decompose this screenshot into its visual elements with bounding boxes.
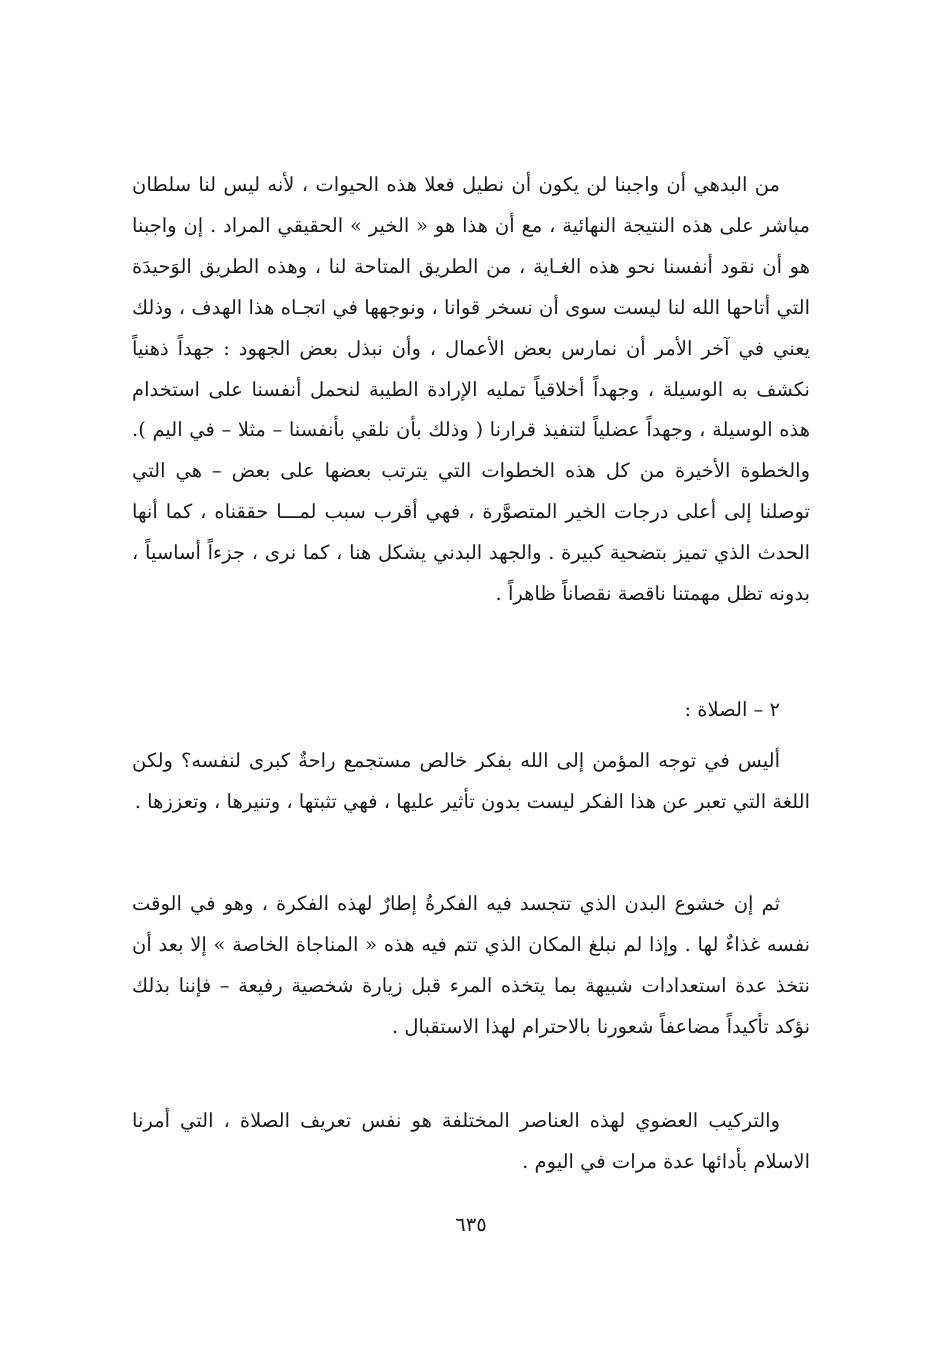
paragraph-text: ثم إن خشوع البدن الذي تتجسد فيه الفكرةُ إطارٌ لهذه الفكرة ، وهو في الوقت نفسه غذاءٌ لها . وإذا لم نبلغ المكان الذي تتم فيه هذه « المناجاة الخاصة » إلا بعد أن نتخذ عدة استعدادات شبيهة بما يتخذه المرء قبل زيارة شخصية رفيعة – فإننا بذلك نؤكد تأكيداً مضاعفاً شعورنا بالاحترام لهذا الاستقبال . (132, 892, 810, 1038)
paragraph-text: والتركيب العضوي لهذه العناصر المختلفة هو نفس تعريف الصلاة ، التي أمرنا الاسلام بأدائها عدة مرات في اليوم . (132, 1109, 810, 1173)
paragraph-text: أليس في توجه المؤمن إلى الله بفكر خالص مستجمع راحةٌ كبرى لنفسه؟ ولكن اللغة التي تعبر عن هذا الفكر ليست بدون تأثير عليها ، فهي تثبتها ، وتنيرها ، وتعززها . (132, 749, 810, 813)
paragraph-text: من البدهي أن واجبنا لن يكون أن نطيل فعلا هذه الحيوات ، لأنه ليس لنا سلطان مباشر على هذه النتيجة النهائية ، مع أن هذا هو « الخير » الحقيقي المراد . إن واجبنا هو أن نقود أنفسنا نحو هذه الغـاية ، من الطريق المتاحة لنا ، وهذه الطريق الوَحيدَة التي أتاحها الله لنا ليست سوى أن نسخر قوانا ، ونوجهها في اتجـاه هذا الهدف ، وذلك يعني في آخر الأمر أن نمارس بعض الأعمال ، وأن نبذل بعض الجهود : جهداً ذهنياً نكشف به الوسيلة ، وجهداً أخلاقياً تمليه الإرادة الطيبة لنحمل أنفسنا على استخدام هذه الوسيلة ، وجهداً عضلياً لتنفيذ قرارنا ( وذلك بأن نلقي بأنفسنا – مثلا – في اليم ). والخطوة الأخيرة من كل هذه الخطوات التي يترتب بعضها على بعض – هي التي توصلنا إلى أعلى درجات الخير المتصوَّرة ، فهي أقرب سبب لمـــا حققناه ، كما أنها الحدث الذي تميز بتضحية كبيرة . والجهد البدني يشكل هنا ، كما نرى ، جزءاً أساسياً ، بدونه تظل مهمتنا ناقصة نقصاناً ظاهراً . (132, 173, 810, 606)
paragraph-physical-effort (132, 165, 810, 615)
section-heading-prayer: ٢ – الصلاة : (684, 698, 780, 721)
page-number: ٦٣٥ (455, 1213, 487, 1236)
paragraph-body-humility (132, 884, 810, 1048)
paragraph-believer-thought (132, 741, 810, 823)
paragraph-prayer-definition (132, 1101, 810, 1183)
book-page (132, 0, 810, 1364)
